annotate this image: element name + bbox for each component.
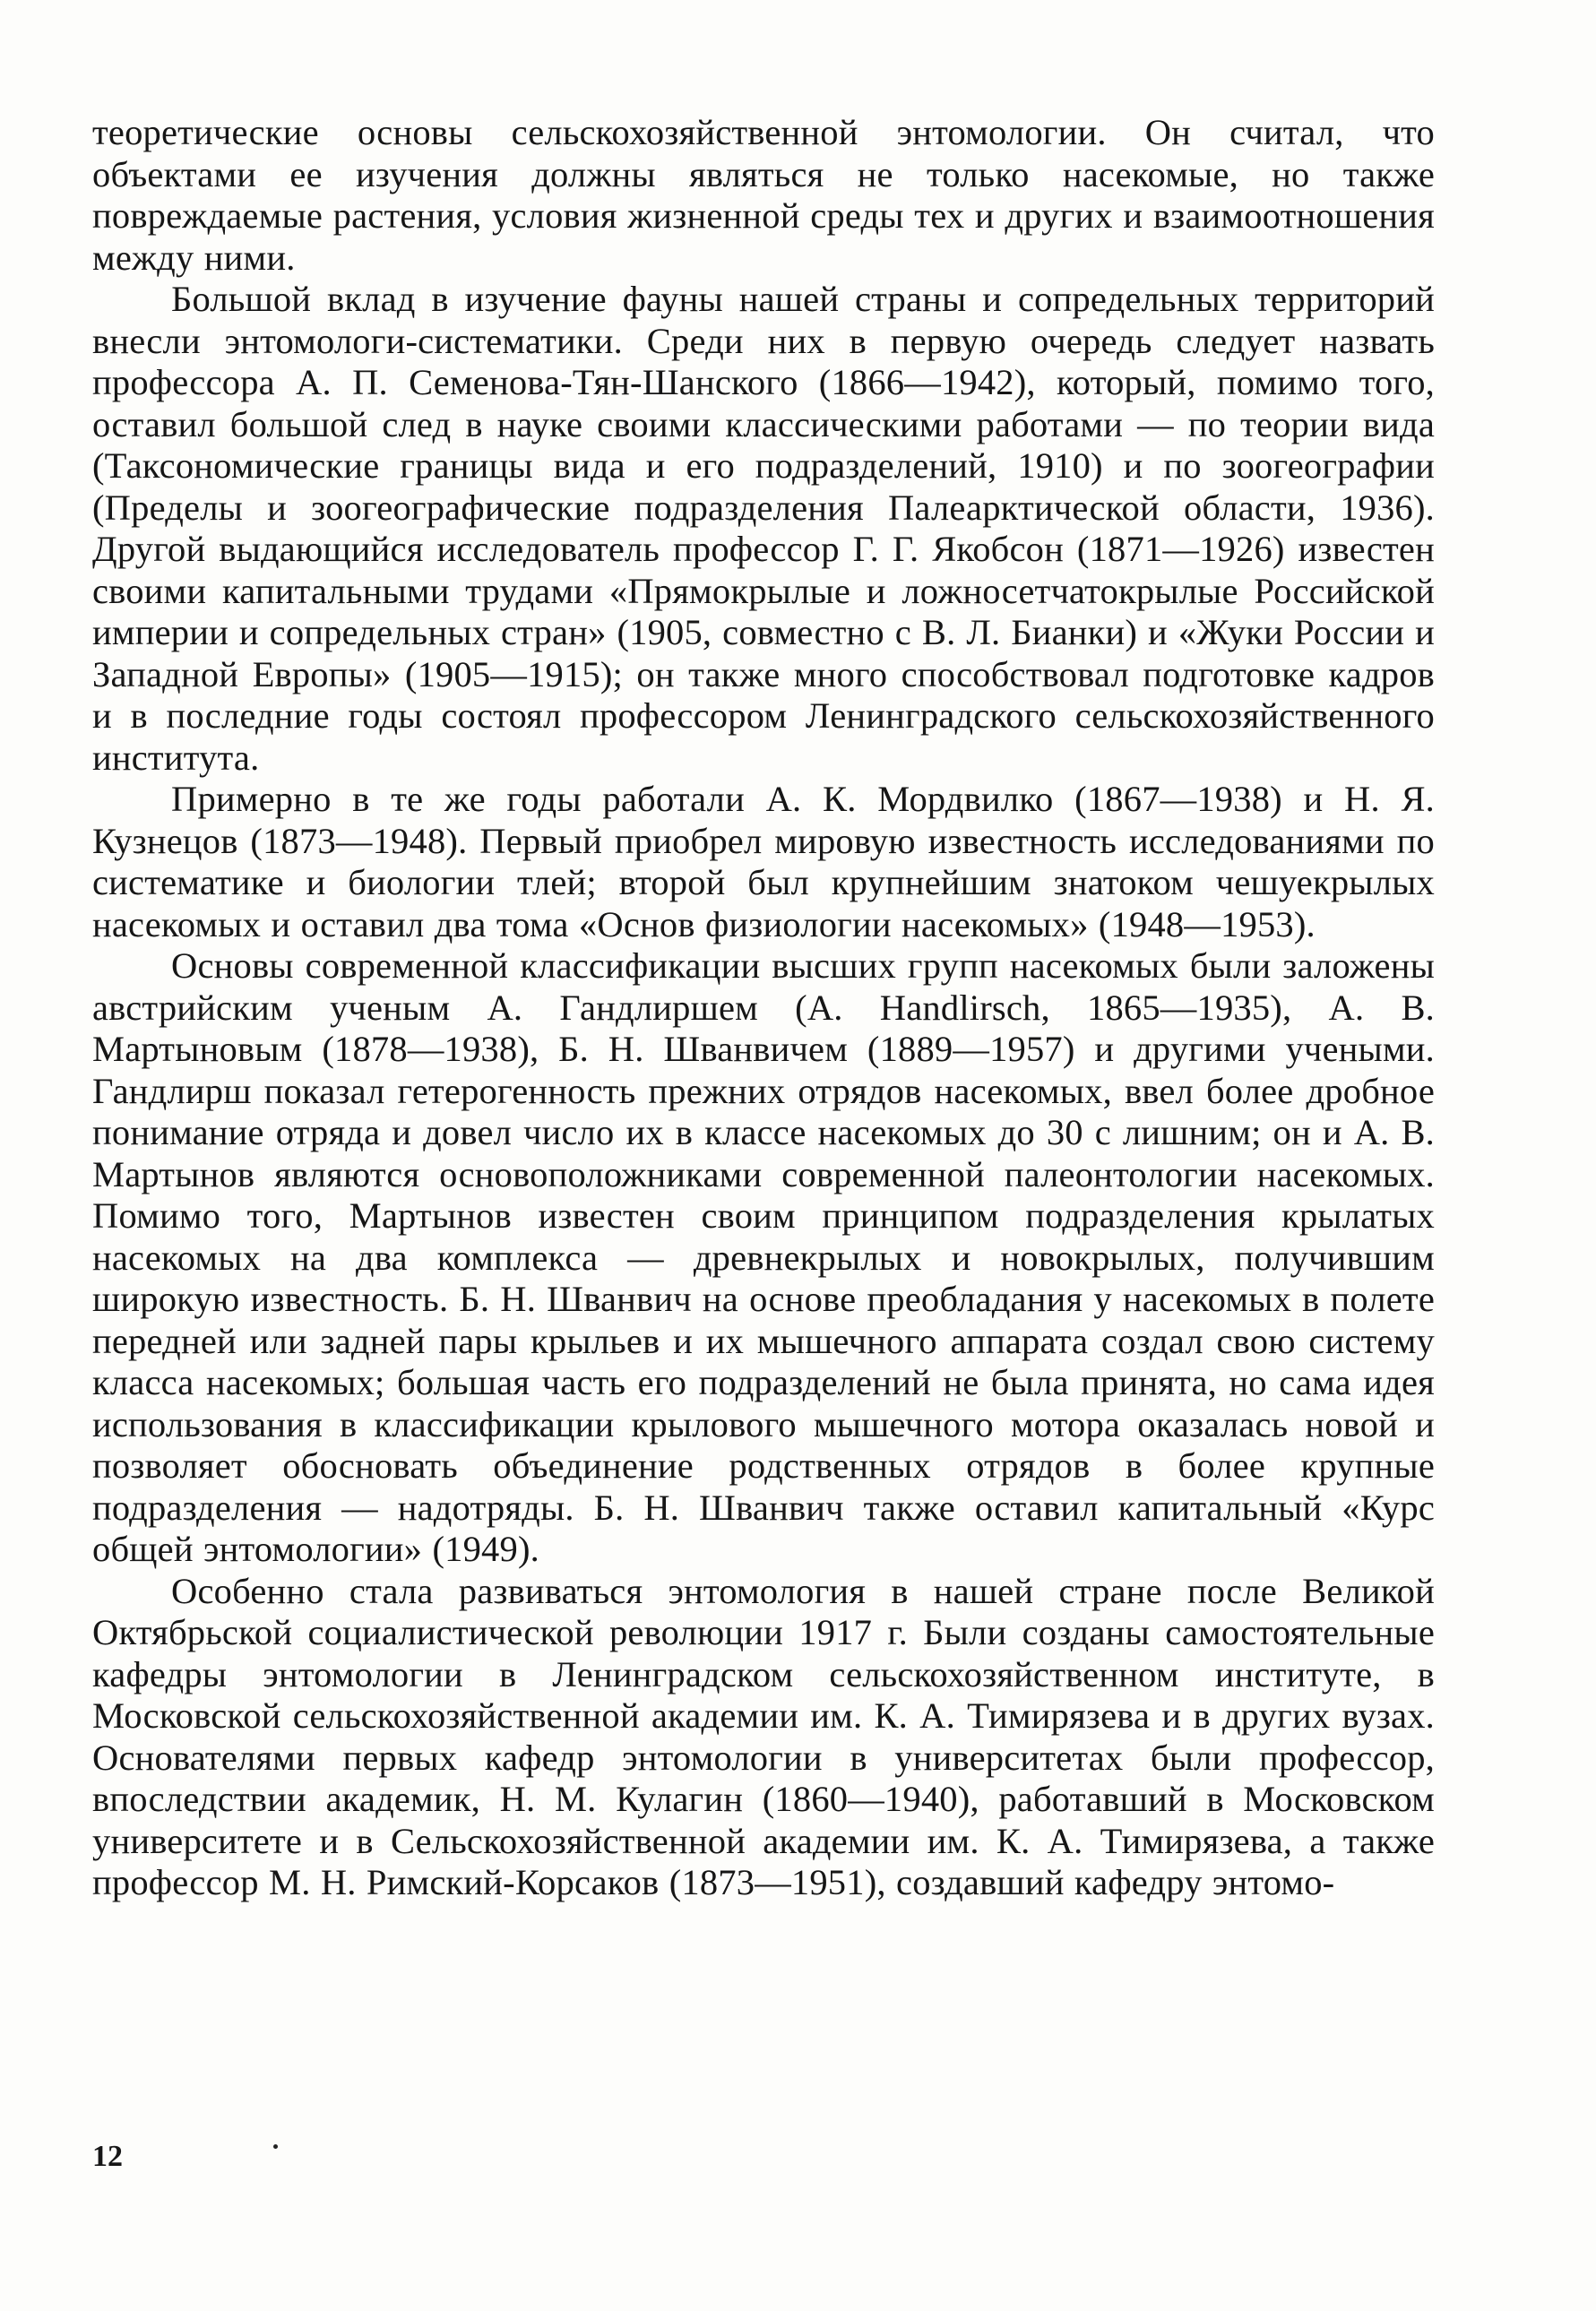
paragraph-3: Примерно в те же годы работали А. К. Мордвилко (1867—1938) и Н. Я. Кузнецов (1873—1948). Первый приобрел мировую известность исследованиями по систематике и биологии тлей; второй был крупнейшим знатоком чешуекрылых насекомых и оставил два тома «Основ физиологии насекомых» (1948—1953). bbox=[92, 779, 1435, 944]
page-number: 12 bbox=[92, 2140, 123, 2173]
body-text bbox=[92, 112, 1435, 1904]
paragraph-5: Особенно стала развиваться энтомология в нашей стране после Великой Октябрьской социалистической революции 1917 г. Были созданы самостоятельные кафедры энтомологии в Ленинградском сельскохозяйственном институте, в Московской сельскохозяйственной академии им. К. А. Тимирязева и в других вузах. Основателями первых кафедр энтомологии в университетах были профессор, впоследствии академик, Н. М. Кулагин (1860—1940), работавший в Московском университете и в Сельскохозяйственной академии им. К. А. Тимирязева, а также профессор М. Н. Римский-Корсаков (1873—1951), создавший кафедру энтомо- bbox=[92, 1570, 1435, 1902]
paragraph-2: Большой вклад в изучение фауны нашей страны и сопредельных территорий внесли энтомологи-систематики. Среди них в первую очередь следует назвать профессора А. П. Семенова-Тян-Шанского (1866—1942), который, помимо того, оставил большой след в науке своими классическими работами — по теории вида (Таксономические границы вида и его подразделений, 1910) и по зоогеографии (Пределы и зоогеографические подразделения Палеарктической области, 1936). Другой выдающийся исследователь профессор Г. Г. Якобсон (1871—1926) известен своими капитальными трудами «Прямокрылые и ложносетчатокрылые Российской империи и сопредельных стран» (1905, совместно с В. Л. Бианки) и «Жуки России и Западной Европы» (1905—1915); он также много способствовал подготовке кадров и в последние годы состоял профессором Ленинградского сельскохозяйственного института. bbox=[92, 279, 1435, 778]
paragraph-1: теоретические основы сельскохозяйственной энтомологии. Он считал, что объектами ее изучения должны являться не только насекомые, но также повреждаемые растения, условия жизненной среды тех и других и взаимоотношения между ними. bbox=[92, 112, 1435, 278]
paragraph-4: Основы современной классификации высших групп насекомых были заложены австрийским ученым А. Гандлиршем (A. Handlirsch, 1865—1935), А. В. Мартыновым (1878—1938), Б. Н. Шванвичем (1889—1957) и другими учеными. Гандлирш показал гетерогенность прежних отрядов насекомых, ввел более дробное понимание отряда и довел число их в классе насекомых до 30 с лишним; он и А. В. Мартынов являются основоположниками современной палеонтологии насекомых. Помимо того, Мартынов известен своим принципом подразделения крылатых насекомых на два комплекса — древнекрылых и новокрылых, получившим широкую известность. Б. Н. Шванвич на основе преобладания у насекомых в полете передней или задней пары крыльев и их мышечного аппарата создал свою систему класса насекомых; большая часть его подразделений не была принята, но сама идея использования в классификации крылового мышечного мотора оказалась новой и позволяет обосновать объединение родственных отрядов в более крупные подразделения — надотряды. Б. Н. Шванвич также оставил капитальный «Курс общей энтомологии» (1949). bbox=[92, 945, 1435, 1569]
print-speck bbox=[273, 2144, 278, 2149]
